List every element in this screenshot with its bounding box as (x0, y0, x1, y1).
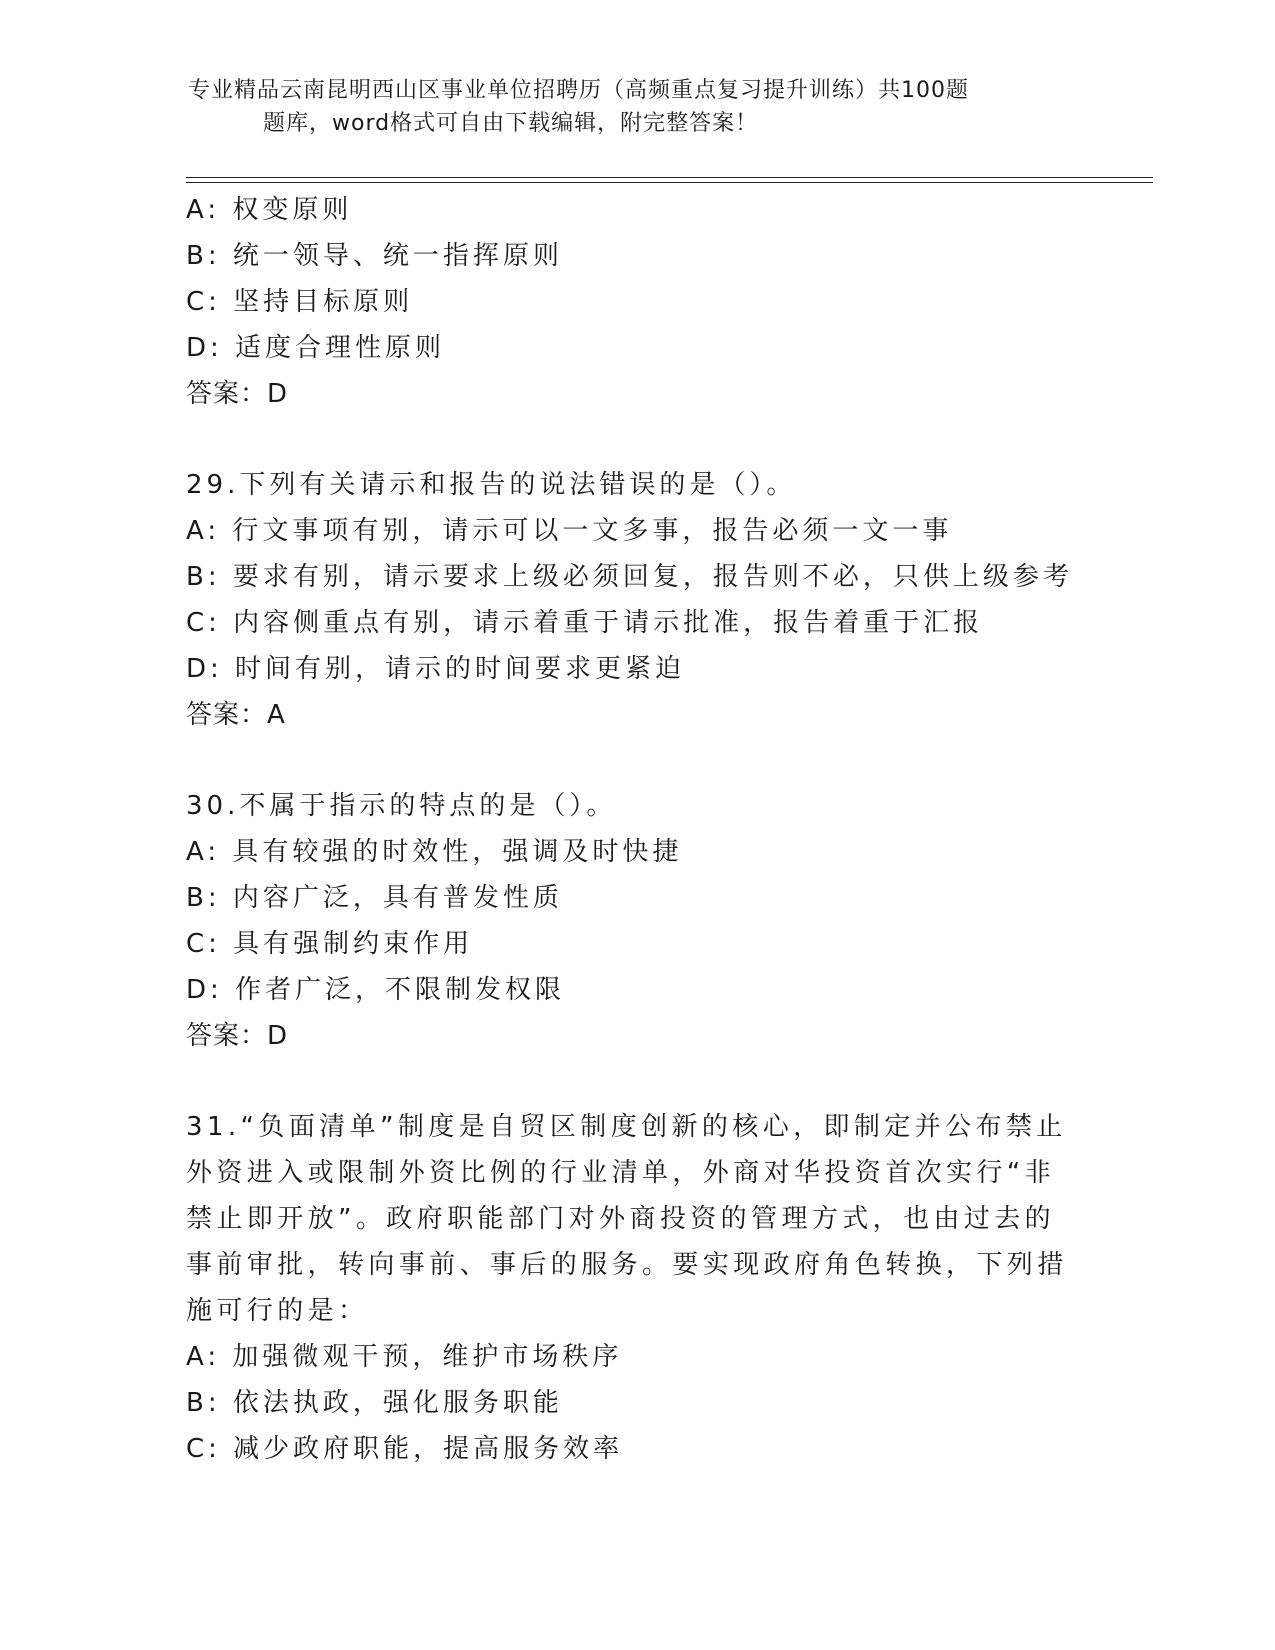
header-rule-top (186, 177, 1153, 178)
option-a: A: 行文事项有别，请示可以一文多事，报告必须一文一事 (186, 516, 953, 546)
question-stem: 31.“负面清单”制度是自贸区制度创新的核心，即制定并公布禁止外资进入或限制外资比例的行业清单，外商对华投资首次实行“非禁止即开放”。政府职能部门对外商投资的管理方式，也由过去的事前审批，转向事前、事后的服务。要实现政府角色转换，下列措施可行的是： (186, 1112, 1068, 1326)
answer-line: 答案：D (186, 1021, 289, 1051)
question-29 (186, 462, 1076, 738)
header-title-line2: 题库，word格式可自由下载编辑，附完整答案！ (263, 111, 759, 136)
option-c: C: 减少政府职能，提高服务效率 (186, 1434, 624, 1464)
header-title-line1: 专业精品云南昆明西山区事业单位招聘历（高频重点复习提升训练）共100题 (188, 78, 969, 103)
document-body (186, 187, 1076, 1472)
option-b: B: 内容广泛，具有普发性质 (186, 883, 563, 913)
question-30 (186, 783, 1076, 1059)
option-b: B: 统一领导、统一指挥原则 (186, 241, 563, 271)
option-c: C: 坚持目标原则 (186, 287, 414, 317)
option-a: A: 具有较强的时效性，强调及时快捷 (186, 837, 683, 867)
question-stem: 29.下列有关请示和报告的说法错误的是（）。 (186, 470, 797, 500)
option-d: D: 作者广泛，不限制发权限 (186, 975, 566, 1005)
spacer (186, 738, 1076, 783)
option-d: D: 时间有别，请示的时间要求更紧迫 (186, 654, 686, 684)
option-c: C: 内容侧重点有别，请示着重于请示批准，报告着重于汇报 (186, 608, 984, 638)
question-28 (186, 187, 1076, 417)
option-a: A: 权变原则 (186, 195, 353, 225)
spacer (186, 417, 1076, 462)
spacer (186, 1059, 1076, 1104)
question-31 (186, 1104, 1076, 1472)
question-stem: 30.不属于指示的特点的是（）。 (186, 791, 617, 821)
answer-line: 答案：D (186, 379, 289, 409)
header-rule-bottom (186, 182, 1153, 183)
option-d: D: 适度合理性原则 (186, 333, 446, 363)
option-b: B: 依法执政，强化服务职能 (186, 1388, 563, 1418)
answer-line: 答案：A (186, 700, 286, 730)
option-a: A: 加强微观干预，维护市场秩序 (186, 1342, 623, 1372)
document-header (188, 74, 1088, 140)
option-b: B: 要求有别，请示要求上级必须回复，报告则不必，只供上级参考 (186, 562, 1073, 592)
option-c: C: 具有强制约束作用 (186, 929, 474, 959)
